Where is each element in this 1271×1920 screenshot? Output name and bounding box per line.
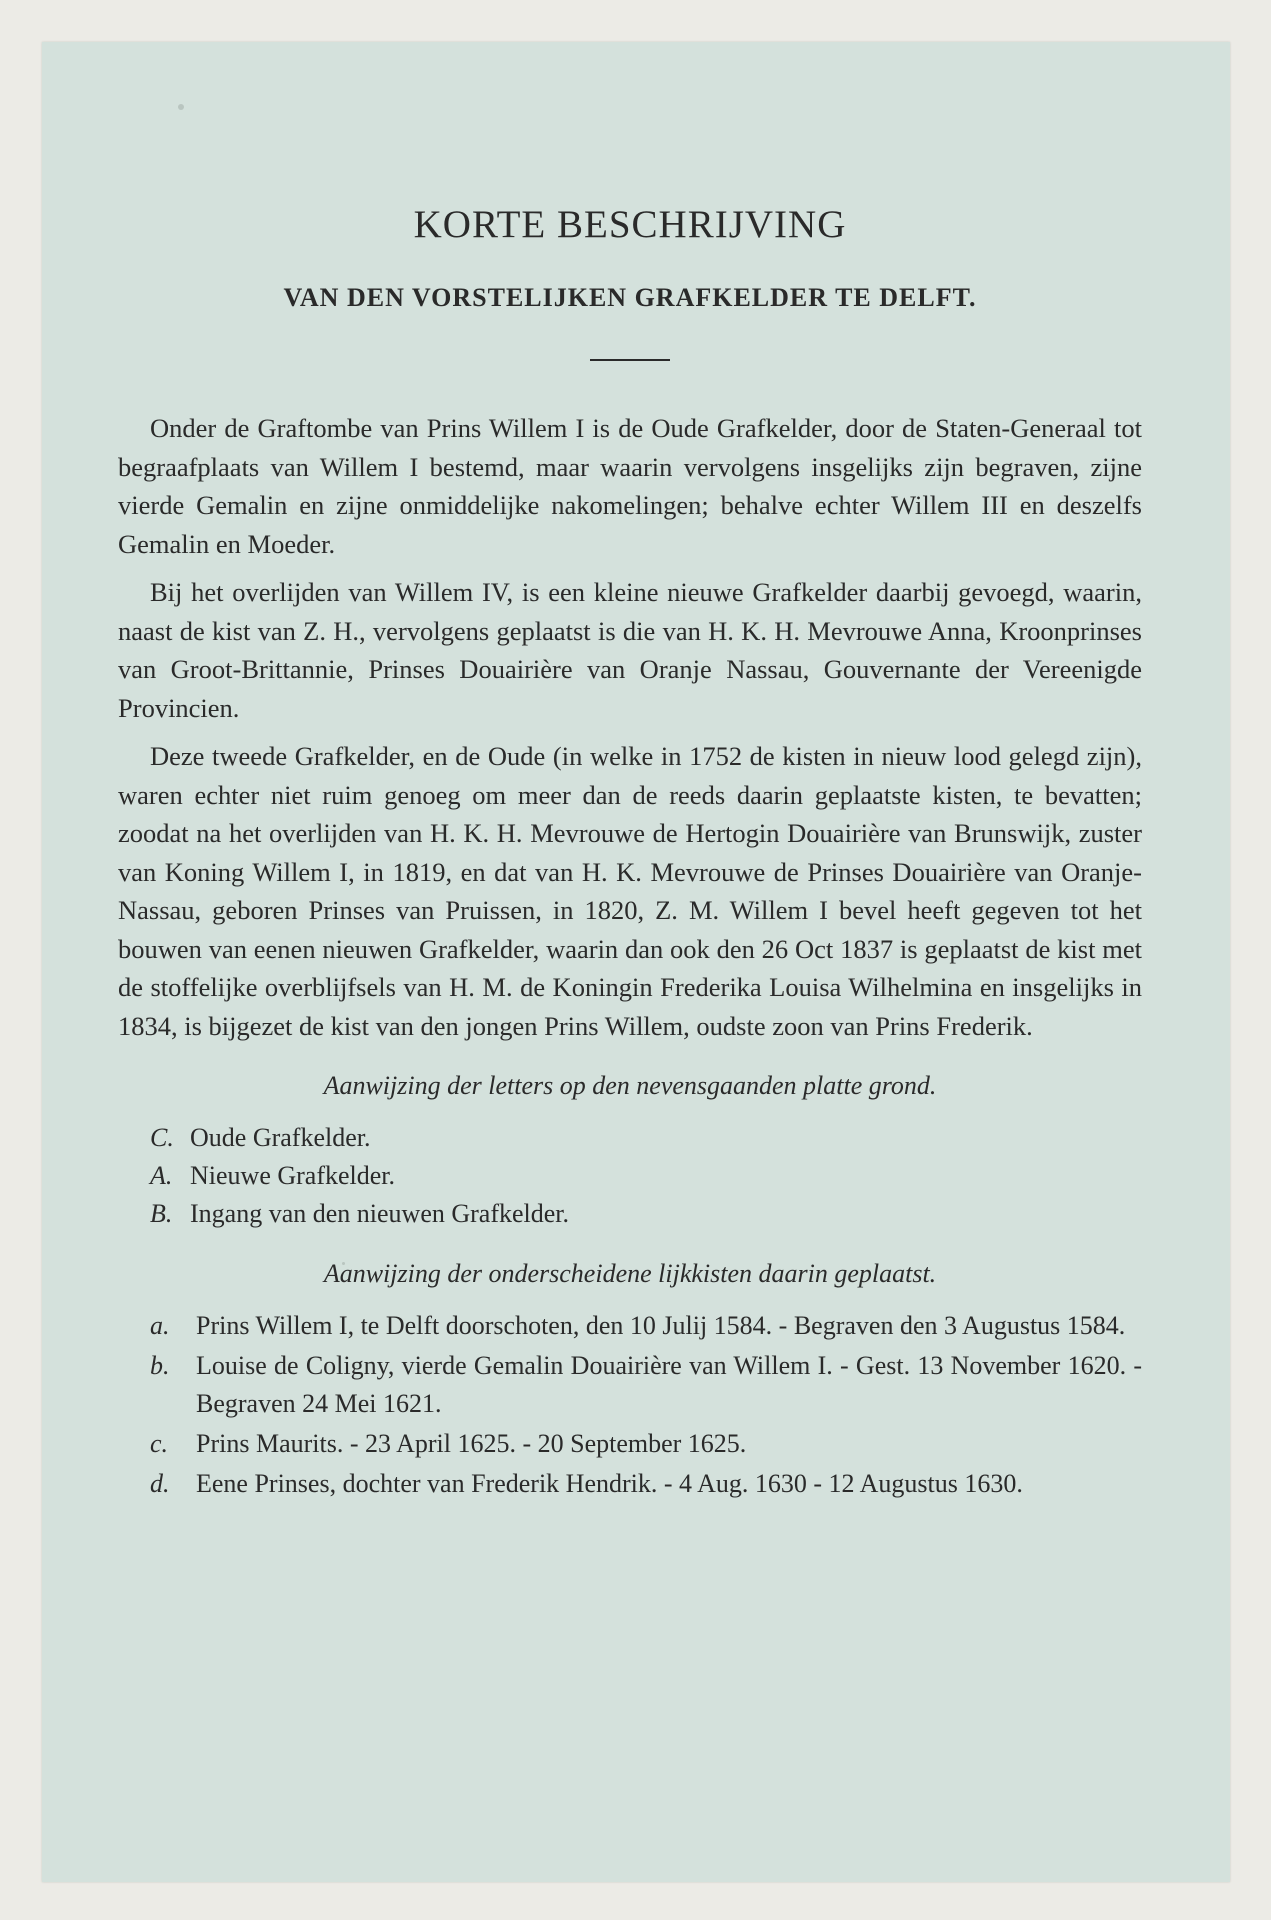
legend-key: A. [150, 1161, 173, 1190]
paragraph: Bij het overlijden van Willem IV, is een kleine nieuwe Grafkelder daarbij gevoegd, waarin, naast de kist van Z. H., vervolgens geplaatst is die van H. K. H. Mevrouwe Anna, Kroonprinses van Groot-Brittannie, Prinses Douairière van Oranje Nassau, Gouvernante der Vereenigde Provincien. [118, 577, 1142, 723]
coffin-text: Prins Maurits. - 23 April 1625. - 20 September 1625. [196, 1429, 747, 1458]
legend-heading: Aanwijzing der letters op den nevensgaanden platte grond. [323, 1071, 937, 1100]
coffin-item [150, 1347, 1142, 1423]
legend-list [150, 1119, 1142, 1233]
coffin-key: c. [150, 1429, 169, 1458]
coffin-text: Louise de Coligny, vierde Gemalin Douairière van Willem I. - Gest. 13 November 1620. - Begraven 24 Mei 1621. [196, 1351, 1142, 1418]
coffin-key: a. [150, 1311, 170, 1340]
coffins-list [150, 1307, 1142, 1503]
legend-item [150, 1195, 1142, 1233]
legend-text: Oude Grafkelder. [190, 1123, 371, 1152]
coffin-text: Eene Prinses, dochter van Frederik Hendrik. - 4 Aug. 1630 - 12 Augustus 1630. [196, 1469, 1023, 1498]
legend-text: Ingang van den nieuwen Grafkelder. [190, 1199, 570, 1228]
document-subtitle: VAN DEN VORSTELIJKEN GRAFKELDER TE DELFT. [283, 283, 977, 312]
coffin-item [150, 1465, 1142, 1503]
legend-item [150, 1157, 1142, 1195]
paragraph: Deze tweede Grafkelder, en de Oude (in welke in 1752 de kisten in nieuw lood gelegd zijn), waren echter niet ruim genoeg om meer dan de reeds daarin geplaatste kisten, te bevatten; zoodat na het overlijden van H. K. H. Mevrouwe de Hertogin Douairière van Brunswijk, zuster van Koning Willem I, in 1819, en dat van H. K. Mevrouwe de Prinses Douairière van Oranje-Nassau, geboren Prinses van Pruissen, in 1820, Z. M. Willem I bevel heeft gegeven tot het bouwen van eenen nieuwen Grafkelder, waarin dan ook den 26 Oct 1837 is geplaatst de kist met de stoffelijke overblijfsels van H. M. de Koningin Frederika Louisa Wilhelmina en insgelijks in 1834, is bijgezet de kist van den jongen Prins Willem, oudste zoon van Prins Frederik. [118, 741, 1142, 1041]
paragraph: Onder de Graftombe van Prins Willem I is de Oude Grafkelder, door de Staten-Generaal tot begraafplaats van Willem I bestemd, maar waarin vervolgens insgelijks zijn begraven, zijne vierde Gemalin en zijne onmiddelijke nakomelingen; behalve echter Willem III en deszelfs Gemalin en Moeder. [118, 413, 1142, 559]
title-divider [590, 359, 670, 361]
legend-key: B. [150, 1199, 173, 1228]
coffin-item [150, 1307, 1142, 1345]
coffin-key: d. [150, 1469, 170, 1498]
coffin-key: b. [150, 1351, 170, 1380]
paper-speck [178, 104, 184, 110]
coffin-item [150, 1425, 1142, 1463]
legend-item [150, 1119, 1142, 1157]
document-sheet [42, 42, 1230, 1882]
coffin-text: Prins Willem I, te Delft doorschoten, den 10 Julij 1584. - Begraven den 3 Augustus 1584. [196, 1311, 1126, 1340]
legend-text: Nieuwe Grafkelder. [190, 1161, 396, 1190]
legend-key: C. [150, 1123, 174, 1152]
coffins-heading: Aanwijzing der onderscheidene lijkkisten daarin geplaatst. [323, 1259, 937, 1288]
document-content [118, 202, 1142, 1505]
document-title: KORTE BESCHRIJVING [413, 203, 847, 246]
